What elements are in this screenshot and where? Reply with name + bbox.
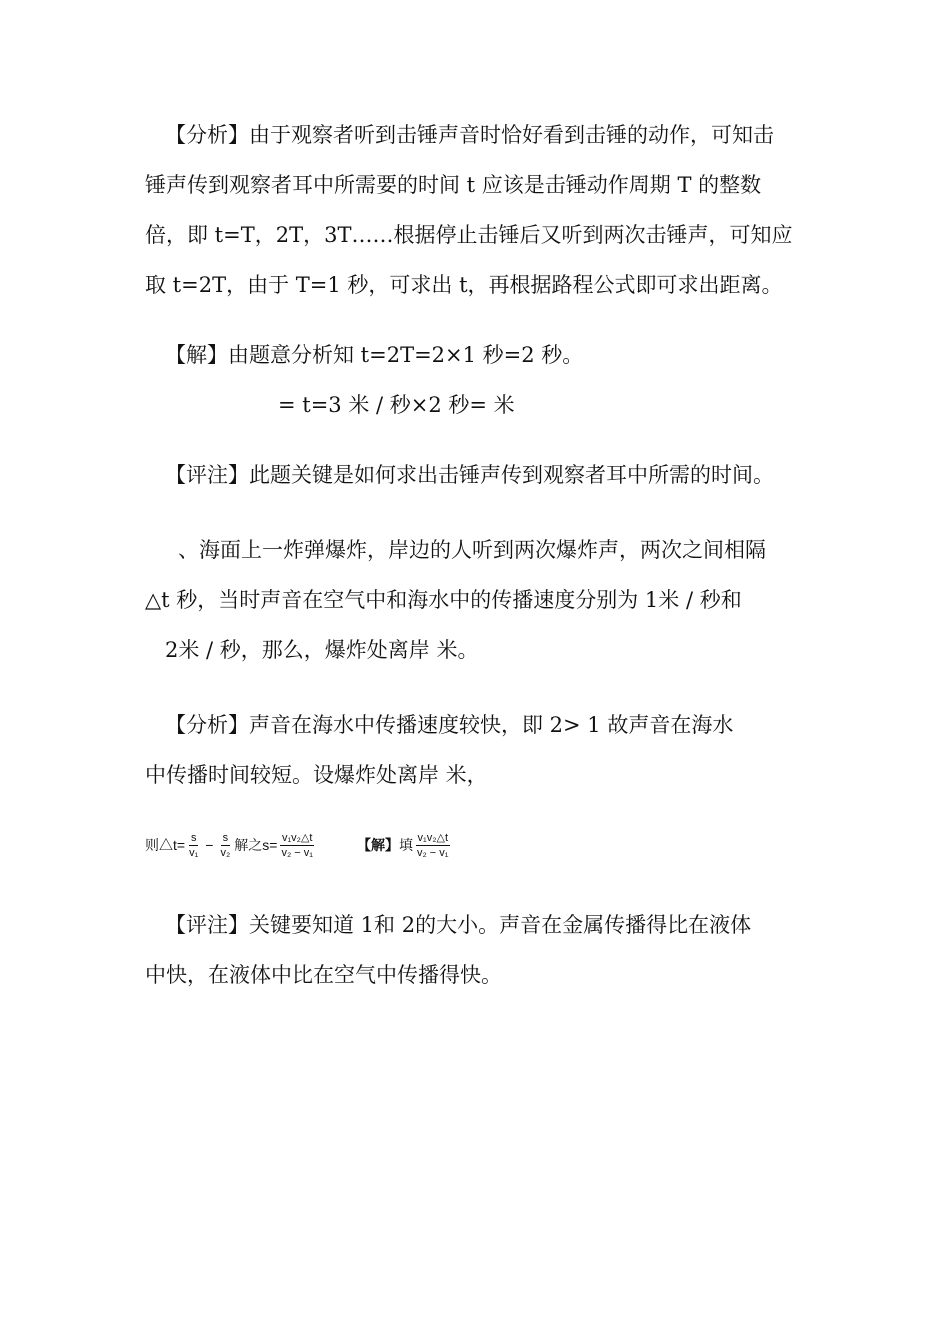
fraction-denominator: v₂	[220, 846, 231, 859]
answer-label: 【解】	[356, 837, 399, 853]
equation-row	[145, 820, 453, 870]
solution-line-2: = t=3 米 / 秒×2 秒= 米	[278, 393, 515, 417]
fraction-numerator: s	[222, 831, 229, 844]
solution-line-1: 【解】由题意分析知 t=2T=2×1 秒=2 秒。	[165, 343, 584, 367]
equation-solve-text: 解之s=	[234, 837, 278, 853]
minus-sign: −	[205, 837, 214, 853]
comment-line-1: 【评注】此题关键是如何求出击锤声传到观察者耳中所需的时间。	[165, 463, 774, 487]
analysis-line-3: 倍，即 t=T，2T，3T……根据停止击锤后又听到两次击锤声，可知应	[145, 223, 793, 247]
final-comment-line-2: 中快，在液体中比在空气中传播得快。	[145, 963, 502, 987]
analysis-line-4: 取 t=2T，由于 T=1 秒，可求出 t，再根据路程公式即可求出距离。	[145, 273, 783, 297]
final-comment-line-1: 【评注】关键要知道 1和 2的大小。声音在金属传播得比在液体	[165, 913, 752, 937]
answer-analysis-line-1: 【分析】声音在海水中传播速度较快，即 2> 1 故声音在海水	[165, 713, 734, 737]
analysis-line-1: 【分析】由于观察者听到击锤声音时恰好看到击锤的动作，可知击	[165, 123, 774, 147]
fraction-denominator: v₂ − v₁	[416, 846, 449, 859]
fraction-answer	[415, 831, 451, 860]
fraction-denominator: v₁	[189, 846, 199, 859]
fraction-numerator: v₁v₂△t	[281, 831, 313, 844]
fraction-denominator: v₂ − v₁	[281, 846, 313, 859]
answer-analysis-line-2: 中传播时间较短。设爆炸处离岸 米，	[145, 763, 488, 787]
fraction-numerator: s	[190, 831, 197, 844]
analysis-line-2: 锤声传到观察者耳中所需要的时间 t 应该是击锤动作周期 T 的整数	[145, 173, 762, 197]
question-line-2: △t 秒，当时声音在空气中和海水中的传播速度分别为 1米 / 秒和	[145, 588, 742, 612]
fraction-numerator: v₁v₂△t	[417, 831, 448, 844]
equation-prefix: 则△t=	[145, 837, 186, 853]
question-line-3: 2米 / 秒，那么，爆炸处离岸 米。	[165, 638, 479, 662]
answer-fill-word: 填	[398, 837, 413, 853]
fraction-distance	[279, 831, 315, 860]
question-line-1: 、海面上一炸弹爆炸，岸边的人听到两次爆炸声，两次之间相隔	[178, 538, 766, 562]
fraction-s-over-v2	[218, 831, 232, 860]
fraction-s-over-v1	[187, 831, 200, 860]
